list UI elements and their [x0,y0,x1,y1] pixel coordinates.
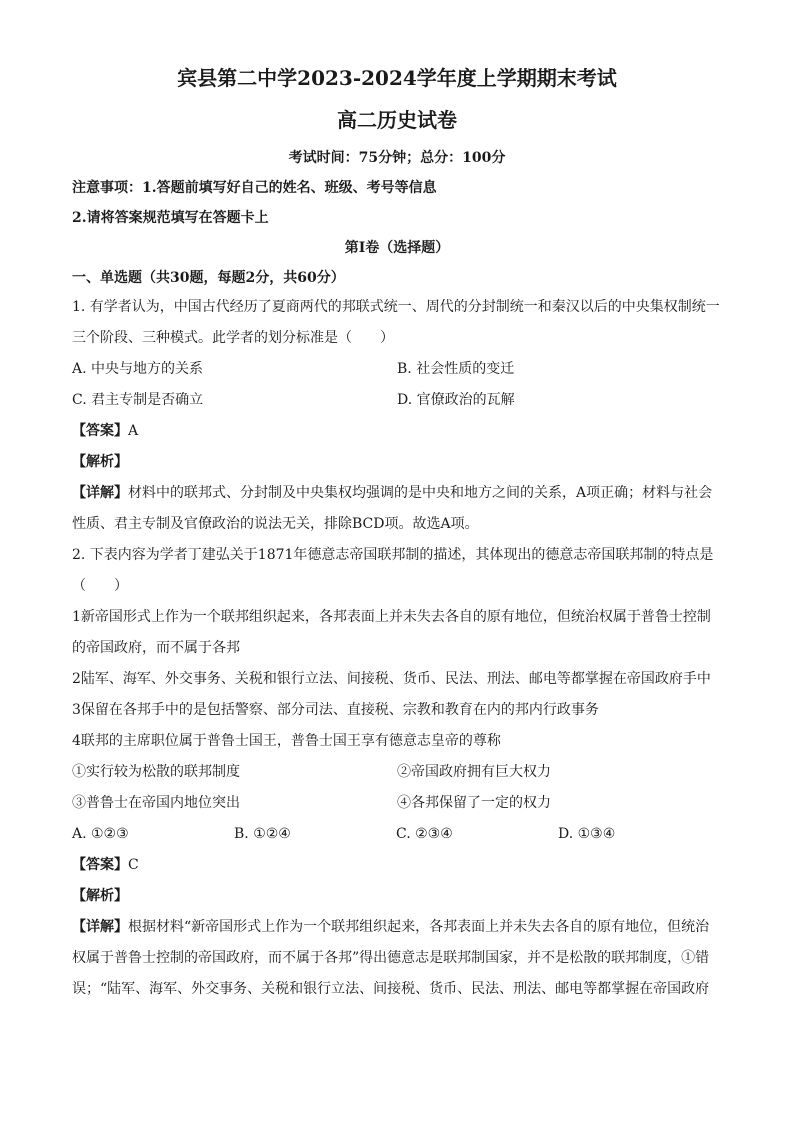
q2-option-c: C. ②③④ [396,826,453,842]
q1-options-row-2 [72,385,722,416]
q1-detail-1: 【详解】材料中的联邦式、分封制及中央集权均强调的是中央和地方之间的关系，A项正确；材料与社会 [72,485,713,501]
q1-option-d: D. 官僚政治的瓦解 [397,392,515,408]
exam-info: 考试时间：75分钟；总分：100分 [288,150,506,166]
notes-line-1: 注意事项：1.答题前填写好自己的姓名、班级、考号等信息 [72,180,437,196]
q2-option-a: A. ①②③ [72,826,129,842]
q2-detail-1: 【详解】根据材料“新帝国形式上作为一个联邦组织起来，各邦表面上并未失去各自的原有地位，但统治 [72,919,710,935]
q2-option-b: B. ①②④ [234,826,291,842]
q1-option-b: B. 社会性质的变迁 [397,361,515,377]
question-1 [72,292,722,540]
exam-subtitle: 高二历史试卷 [337,108,457,132]
part-heading: 一、单选题（共30题，每题2分，共60分） [72,270,345,286]
q1-option-a: A. 中央与地方的关系 [72,361,204,377]
exam-page [72,64,722,1005]
notes-line-2: 2.请将答案规范填写在答题卡上 [72,210,269,226]
q2-option-d: D. ①③④ [558,826,616,842]
exam-title: 宾县第二中学2023-2024学年度上学期期末考试 [177,66,617,90]
q2-item-4: 4联邦的主席职位属于普鲁士国王，普鲁士国王享有德意志皇帝的尊称 [72,733,501,749]
q2-analysis-label: 【解析】 [72,888,128,904]
q2-choice-1: ①实行较为松散的联邦制度 [72,764,240,780]
q2-item-3: 3保留在各邦手中的是包括警察、部分司法、直接税、宗教和教育在内的邦内行政事务 [72,702,599,718]
volume-heading: 第Ⅰ卷（选择题） [344,240,450,256]
q2-choice-2: ②帝国政府拥有巨大权力 [397,764,551,780]
q2-options-row [72,819,722,850]
q2-stem-1: 2. 下表内容为学者丁建弘关于1871年德意志帝国联邦制的描述，其体现出的德意志帝国联邦制的特点是 [72,547,714,563]
q2-detail-3: 误；“陆军、海军、外交事务、关税和银行立法、间接税、货币、民法、刑法、邮电等都掌握在帝国政府 [72,981,710,997]
q2-item-2: 2陆军、海军、外交事务、关税和银行立法、间接税、货币、民法、刑法、邮电等都掌握在帝国政府手中 [72,671,711,687]
q2-stem-2: （ ） [72,578,128,594]
q2-choice-3: ③普鲁士在帝国内地位突出 [72,795,240,811]
q2-choice-4: ④各邦保留了一定的权力 [397,795,551,811]
q2-detail-2: 权属于普鲁士控制的帝国政府，而不属于各邦”得出德意志是联邦制国家，并不是松散的联邦制度，①错 [72,950,710,966]
q2-item-1a: 1新帝国形式上作为一个联邦组织起来，各邦表面上并未失去各自的原有地位，但统治权属于普鲁士控制 [72,609,711,625]
q1-stem-1: 1. 有学者认为，中国古代经历了夏商两代的邦联式统一、周代的分封制统一和秦汉以后的中央集权制统一 [72,299,720,315]
question-2 [72,540,722,1005]
q1-option-c: C. 君主专制是否确立 [72,392,204,408]
q1-answer: 【答案】A [72,423,139,439]
q1-analysis-label: 【解析】 [72,454,128,470]
q1-options-row-1 [72,354,722,385]
q1-stem-2: 三个阶段、三种模式。此学者的划分标准是（ ） [72,330,394,346]
q2-answer: 【答案】C [72,857,139,873]
q2-choices-row-1 [72,757,722,788]
q1-detail-2: 性质、君主专制及官僚政治的说法无关，排除BCD项。故选A项。 [72,516,479,532]
q2-item-1b: 的帝国政府，而不属于各邦 [72,640,240,656]
q2-choices-row-2 [72,788,722,819]
